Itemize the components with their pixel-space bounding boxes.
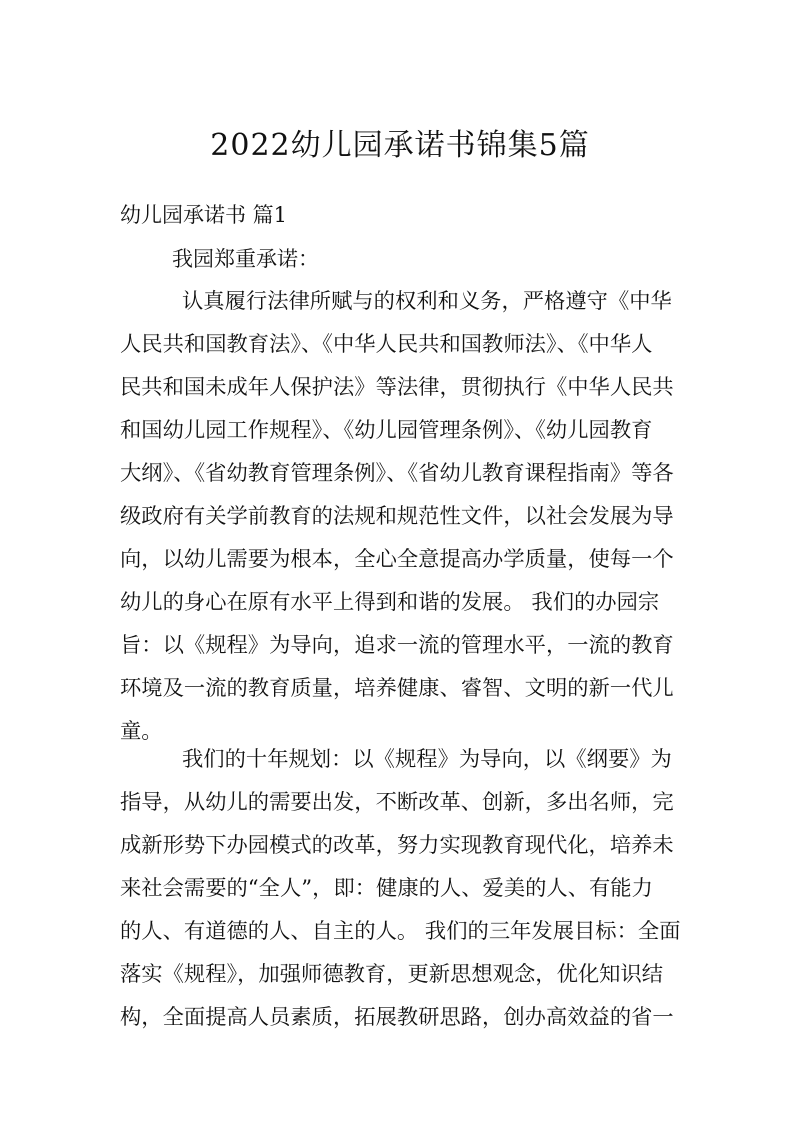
paragraph-1-line: 人民共和国教育法》、《中华人民共和国教师法》、《中华人 <box>120 332 653 357</box>
paragraph-2-line: 来社会需要的“全人”，即：健康的人、爱美的人、有能力 <box>120 876 653 901</box>
paragraph-2-line: 指导，从幼儿的需要出发，不断改革、创新，多出名师，完 <box>120 790 674 815</box>
paragraph-2-line: 成新形势下办园模式的改革，努力实现教育现代化，培养未 <box>120 833 674 858</box>
paragraph-2-line: 的人、有道德的人、自主的人。 我们的三年发展目标：全面 <box>120 919 681 944</box>
paragraph-1-line: 环境及一流的教育质量，培养健康、睿智、文明的新一代儿 <box>120 676 674 701</box>
paragraph-1 <box>120 280 684 753</box>
section-heading: 幼儿园承诺书 篇1 <box>120 203 288 227</box>
paragraph-1-line: 级政府有关学前教育的法规和规范性文件，以社会发展为导 <box>120 504 674 529</box>
paragraph-2-line: 我们的十年规划：以《规程》为导向，以《纲要》为 <box>182 747 672 772</box>
paragraph-2 <box>120 738 684 1039</box>
paragraph-1-line: 认真履行法律所赋与的权利和义务，严格遵守《中华 <box>182 289 672 314</box>
paragraph-1-line: 向，以幼儿需要为根本，全心全意提高办学质量，使每一个 <box>120 547 674 572</box>
paragraph-1-line: 旨：以《规程》为导向，追求一流的管理水平，一流的教育 <box>120 633 674 658</box>
paragraph-2-line: 落实《规程》，加强师德教育，更新思想观念，优化知识结 <box>120 962 664 987</box>
paragraph-1-line: 民共和国未成年人保护法》等法律，贯彻执行《中华人民共 <box>120 375 674 400</box>
paragraph-2-line: 构，全面提高人员素质，拓展教研思路，创办高效益的省一 <box>120 1005 674 1030</box>
paragraph-1-line: 幼儿的身心在原有水平上得到和谐的发展。 我们的办园宗 <box>120 590 660 615</box>
paragraph-1-line: 和国幼儿园工作规程》、《幼儿园管理条例》、《幼儿园教育 <box>120 418 653 443</box>
document-title: 2022幼儿园承诺书锦集5篇 <box>210 128 590 163</box>
paragraph-1-line: 大纲》、《省幼教育管理条例》、《省幼儿教育课程指南》等各 <box>120 461 674 486</box>
paragraph-1-line: 童。 <box>120 719 163 744</box>
intro-line: 我园郑重承诺： <box>172 247 319 271</box>
